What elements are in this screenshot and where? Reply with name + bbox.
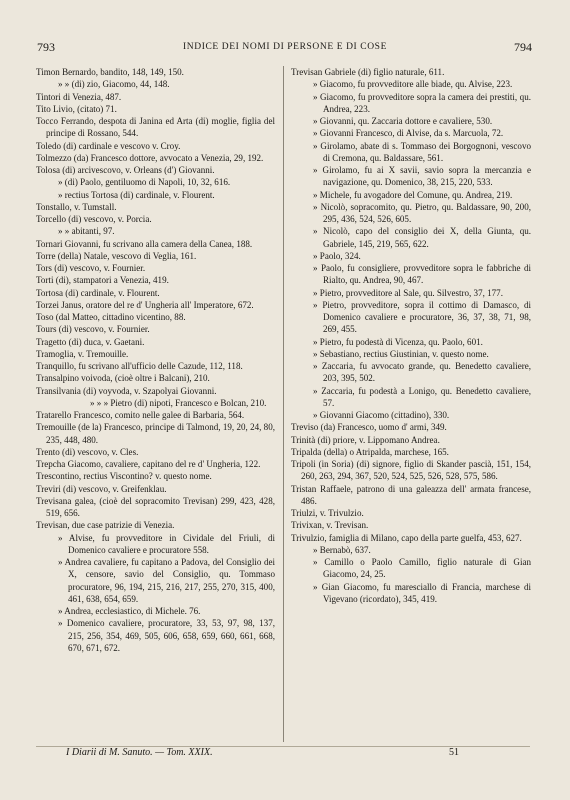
index-entry: » Nicolò, capo del consiglio dei X, della Giunta, qu. Gabriele, 145, 219, 565, 622. — [313, 226, 531, 249]
index-entry: » Nicolò, sopracomito, qu. Pietro, qu. Baldassare, 90, 200, 295, 436, 524, 526, 605. — [313, 201, 531, 224]
index-entry: » Paolo, fu consigliere, provveditore sopra le fabbriche di Rialto, qu. Andrea, 90, 467. — [313, 263, 531, 286]
index-entry: Tragetto (di) duca, v. Gaetani. — [36, 336, 145, 347]
index-entry: » Gian Giacomo, fu maresciallo di Francia, marchese di Vigevano (ricordato), 345, 419. — [313, 581, 531, 604]
index-entry: Trevisana galea, (cioè del sopracomito Trevisan) 299, 423, 428, 519, 656. — [36, 495, 275, 518]
index-entry: Tornari Giovanni, fu scrivano alla camera della Canea, 188. — [36, 238, 253, 249]
index-entry: Transalpino voivoda, (cioè oltre i Balcani), 210. — [36, 373, 210, 384]
signature-number: 51 — [449, 747, 459, 758]
index-entry: Tramoglia, v. Tremouille. — [36, 348, 129, 359]
index-entry: » Alvise, fu provveditore in Cividale del Friuli, di Domenico cavaliere e procuratore 558. — [58, 532, 275, 555]
index-entry: » » » Pietro (di) nipoti, Francesco e Bolcan, 210. — [90, 397, 267, 408]
index-entry: » » abitanti, 97. — [58, 226, 115, 237]
index-entry: » Giovanni, qu. Zaccaria dottore e cavaliere, 530. — [313, 116, 493, 126]
index-entry: Torzei Janus, oratore del re d' Ungheria all' Imperatore, 672. — [36, 299, 254, 310]
index-entry: Tolosa (di) arcivescovo, v. Orleans (d') Giovanni. — [36, 165, 215, 175]
index-entry: » Camillo o Paolo Camillo, figlio naturale di Gian Giacomo, 24, 25. — [313, 557, 531, 580]
index-entry: » Zaccaria, fu avvocato grande, qu. Benedetto cavaliere, 203, 395, 502. — [313, 361, 531, 384]
index-entry: » Giovanni Giacomo (cittadino), 330. — [313, 410, 450, 420]
index-entry: Tito Livio, (citato) 71. — [36, 103, 117, 114]
left-index-column — [36, 66, 275, 654]
index-entry: Triulzi, v. Trivulzio. — [291, 508, 364, 518]
index-entry: Torre (della) Natale, vescovo di Veglia, 161. — [36, 250, 197, 261]
index-entry: » Giacomo, fu provveditore alle biade, qu. Alvise, 223. — [313, 79, 513, 90]
index-entry: Tranquillo, fu scrivano all'ufficio delle Cazude, 112, 118. — [36, 361, 243, 371]
left-page-number: 793 — [37, 40, 55, 54]
index-entry: » Pietro, provveditore, sopra il cottimo di Damasco, di Domenico cavaliere e procuratore, 36, 37, 38, 71, 98, 269, 455. — [313, 299, 531, 335]
index-entry: Timon Bernardo, bandito, 148, 149, 150. — [36, 67, 184, 77]
index-entry: » Girolamo, fu ai X savii, savio sopra la mercanzia e navigazione, qu. Domenico, 38, 215, 220, 533. — [313, 165, 531, 188]
index-entry: Tripalda (della) o Atripalda, marchese, 165. — [291, 446, 449, 457]
index-entry: Treviri (di) vescovo, v. Greifenklau. — [36, 483, 167, 494]
index-entry: Tintori di Venezia, 487. — [36, 91, 122, 102]
index-entry: Tremouille (de la) Francesco, principe di Talmond, 19, 20, 24, 80, 235, 448, 480. — [36, 422, 275, 445]
page-footer — [0, 747, 570, 761]
index-entry: » rectius Tortosa (di) cardinale, v. Flourent. — [58, 189, 215, 200]
index-entry: Trevisan, due case patrizie di Venezia. — [36, 520, 175, 531]
right-index-column — [291, 66, 531, 605]
index-entry: Trinità (di) priore, v. Lippomano Andrea. — [291, 434, 440, 445]
index-entry: Torti (di), stampatori a Venezia, 419. — [36, 275, 169, 286]
index-entry: » Bernabò, 637. — [313, 544, 371, 555]
index-entry: » Paolo, 324. — [313, 250, 361, 261]
index-entry: Tortosa (di) cardinale, v. Flourent. — [36, 287, 160, 298]
right-page-number: 794 — [514, 40, 532, 54]
page-header — [0, 40, 570, 56]
index-entry: Trivulzio, famiglia di Milano, capo della parte guelfa, 453, 627. — [291, 532, 522, 543]
index-entry: » Giovanni Francesco, di Alvise, da s. Marcuola, 72. — [313, 128, 504, 139]
index-entry: Tocco Ferrando, despota di Janina ed Arta (di) moglie, figlia del principe di Rossano, 544. — [36, 116, 275, 139]
index-entry: » Domenico cavaliere, procuratore, 33, 53, 97, 98, 137, 215, 256, 354, 469, 505, 606, 658, 659, 660, 661, 668, 670, 671, 672. — [58, 618, 275, 653]
index-entry: Tolmezzo (da) Francesco dottore, avvocato a Venezia, 29, 192. — [36, 152, 264, 163]
index-entry: Transilvania (di) voyvoda, v. Szapolyai Giovanni. — [36, 385, 217, 396]
index-entry: Toledo (di) cardinale e vescovo v. Croy. — [36, 140, 181, 151]
index-entry: Tripoli (in Soria) (di) signore, figlio di Skander pascià, 151, 154, 260, 263, 294, 367, 520, 524, 525, 526, 528, 575, 586. — [291, 459, 531, 482]
index-entry: Toso (dal Matteo, cittadino vicentino, 88. — [36, 312, 186, 322]
index-entry: » (di) Paolo, gentiluomo di Napoli, 10, 32, 616. — [58, 177, 231, 188]
index-entry: Torcello (di) vescovo, v. Porcia. — [36, 214, 152, 224]
index-entry: » Michele, fu avogadore del Comune, qu. Andrea, 219. — [313, 189, 513, 200]
index-entry: Tratarello Francesco, comito nelle galee di Barbaria, 564. — [36, 410, 245, 420]
footer-title: I Diarii di M. Sanuto. — Tom. XXIX. — [66, 747, 213, 758]
index-entry: » Pietro, provveditore al Sale, qu. Silvestro, 37, 177. — [313, 287, 503, 298]
index-entry: » Giacomo, fu provveditore sopra la camera dei prestiti, qu. Andrea, 223. — [313, 91, 531, 114]
index-entry: Treviso (da) Francesco, uomo d' armi, 349. — [291, 422, 447, 433]
running-title: INDICE DEI NOMI DI PERSONE E DI COSE — [183, 42, 387, 52]
index-entry: » Girolamo, abate di s. Tommaso dei Borgognoni, vescovo di Cremona, qu. Baldassare, 561. — [313, 140, 531, 163]
index-entry: » Sebastiano, rectius Giustinian, v. questo nome. — [313, 348, 489, 359]
index-entry: Trepcha Giacomo, cavaliere, capitano del re d' Ungheria, 122. — [36, 459, 261, 469]
index-entry: » Andrea, ecclesiastico, di Michele. 76. — [58, 606, 201, 616]
index-entry: Trivixan, v. Trevisan. — [291, 520, 369, 531]
index-entry: Trento (di) vescovo, v. Cles. — [36, 446, 139, 457]
index-entry: Tors (di) vescovo, v. Fournier. — [36, 263, 146, 273]
index-entry: Tonstallo, v. Tumstall. — [36, 201, 117, 212]
column-divider — [283, 66, 284, 742]
index-entry: » » (di) zio, Giacomo, 44, 148. — [58, 79, 170, 90]
index-entry: Tristan Raffaele, patrono di una galeazza dell' armata francese, 486. — [291, 483, 531, 506]
index-entry: Tours (di) vescovo, v. Fournier. — [36, 324, 150, 335]
index-entry: Trescontino, rectius Viscontino? v. questo nome. — [36, 471, 212, 482]
index-entry: » Andrea cavaliere, fu capitano a Padova, del Consiglio dei X, censore, savio del Consiglio, qu. Tommaso procuratore, 96, 194, 215, 216, 217, 255, 270, 315, 400, 461, 638, 654, 659. — [58, 557, 275, 604]
index-entry: Trevisan Gabriele (di) figlio naturale, 611. — [291, 67, 445, 77]
index-entry: » Zaccaria, fu podestà a Lonigo, qu. Benedetto cavaliere, 57. — [313, 385, 531, 408]
index-entry: » Pietro, fu podestà di Vicenza, qu. Paolo, 601. — [313, 336, 483, 347]
